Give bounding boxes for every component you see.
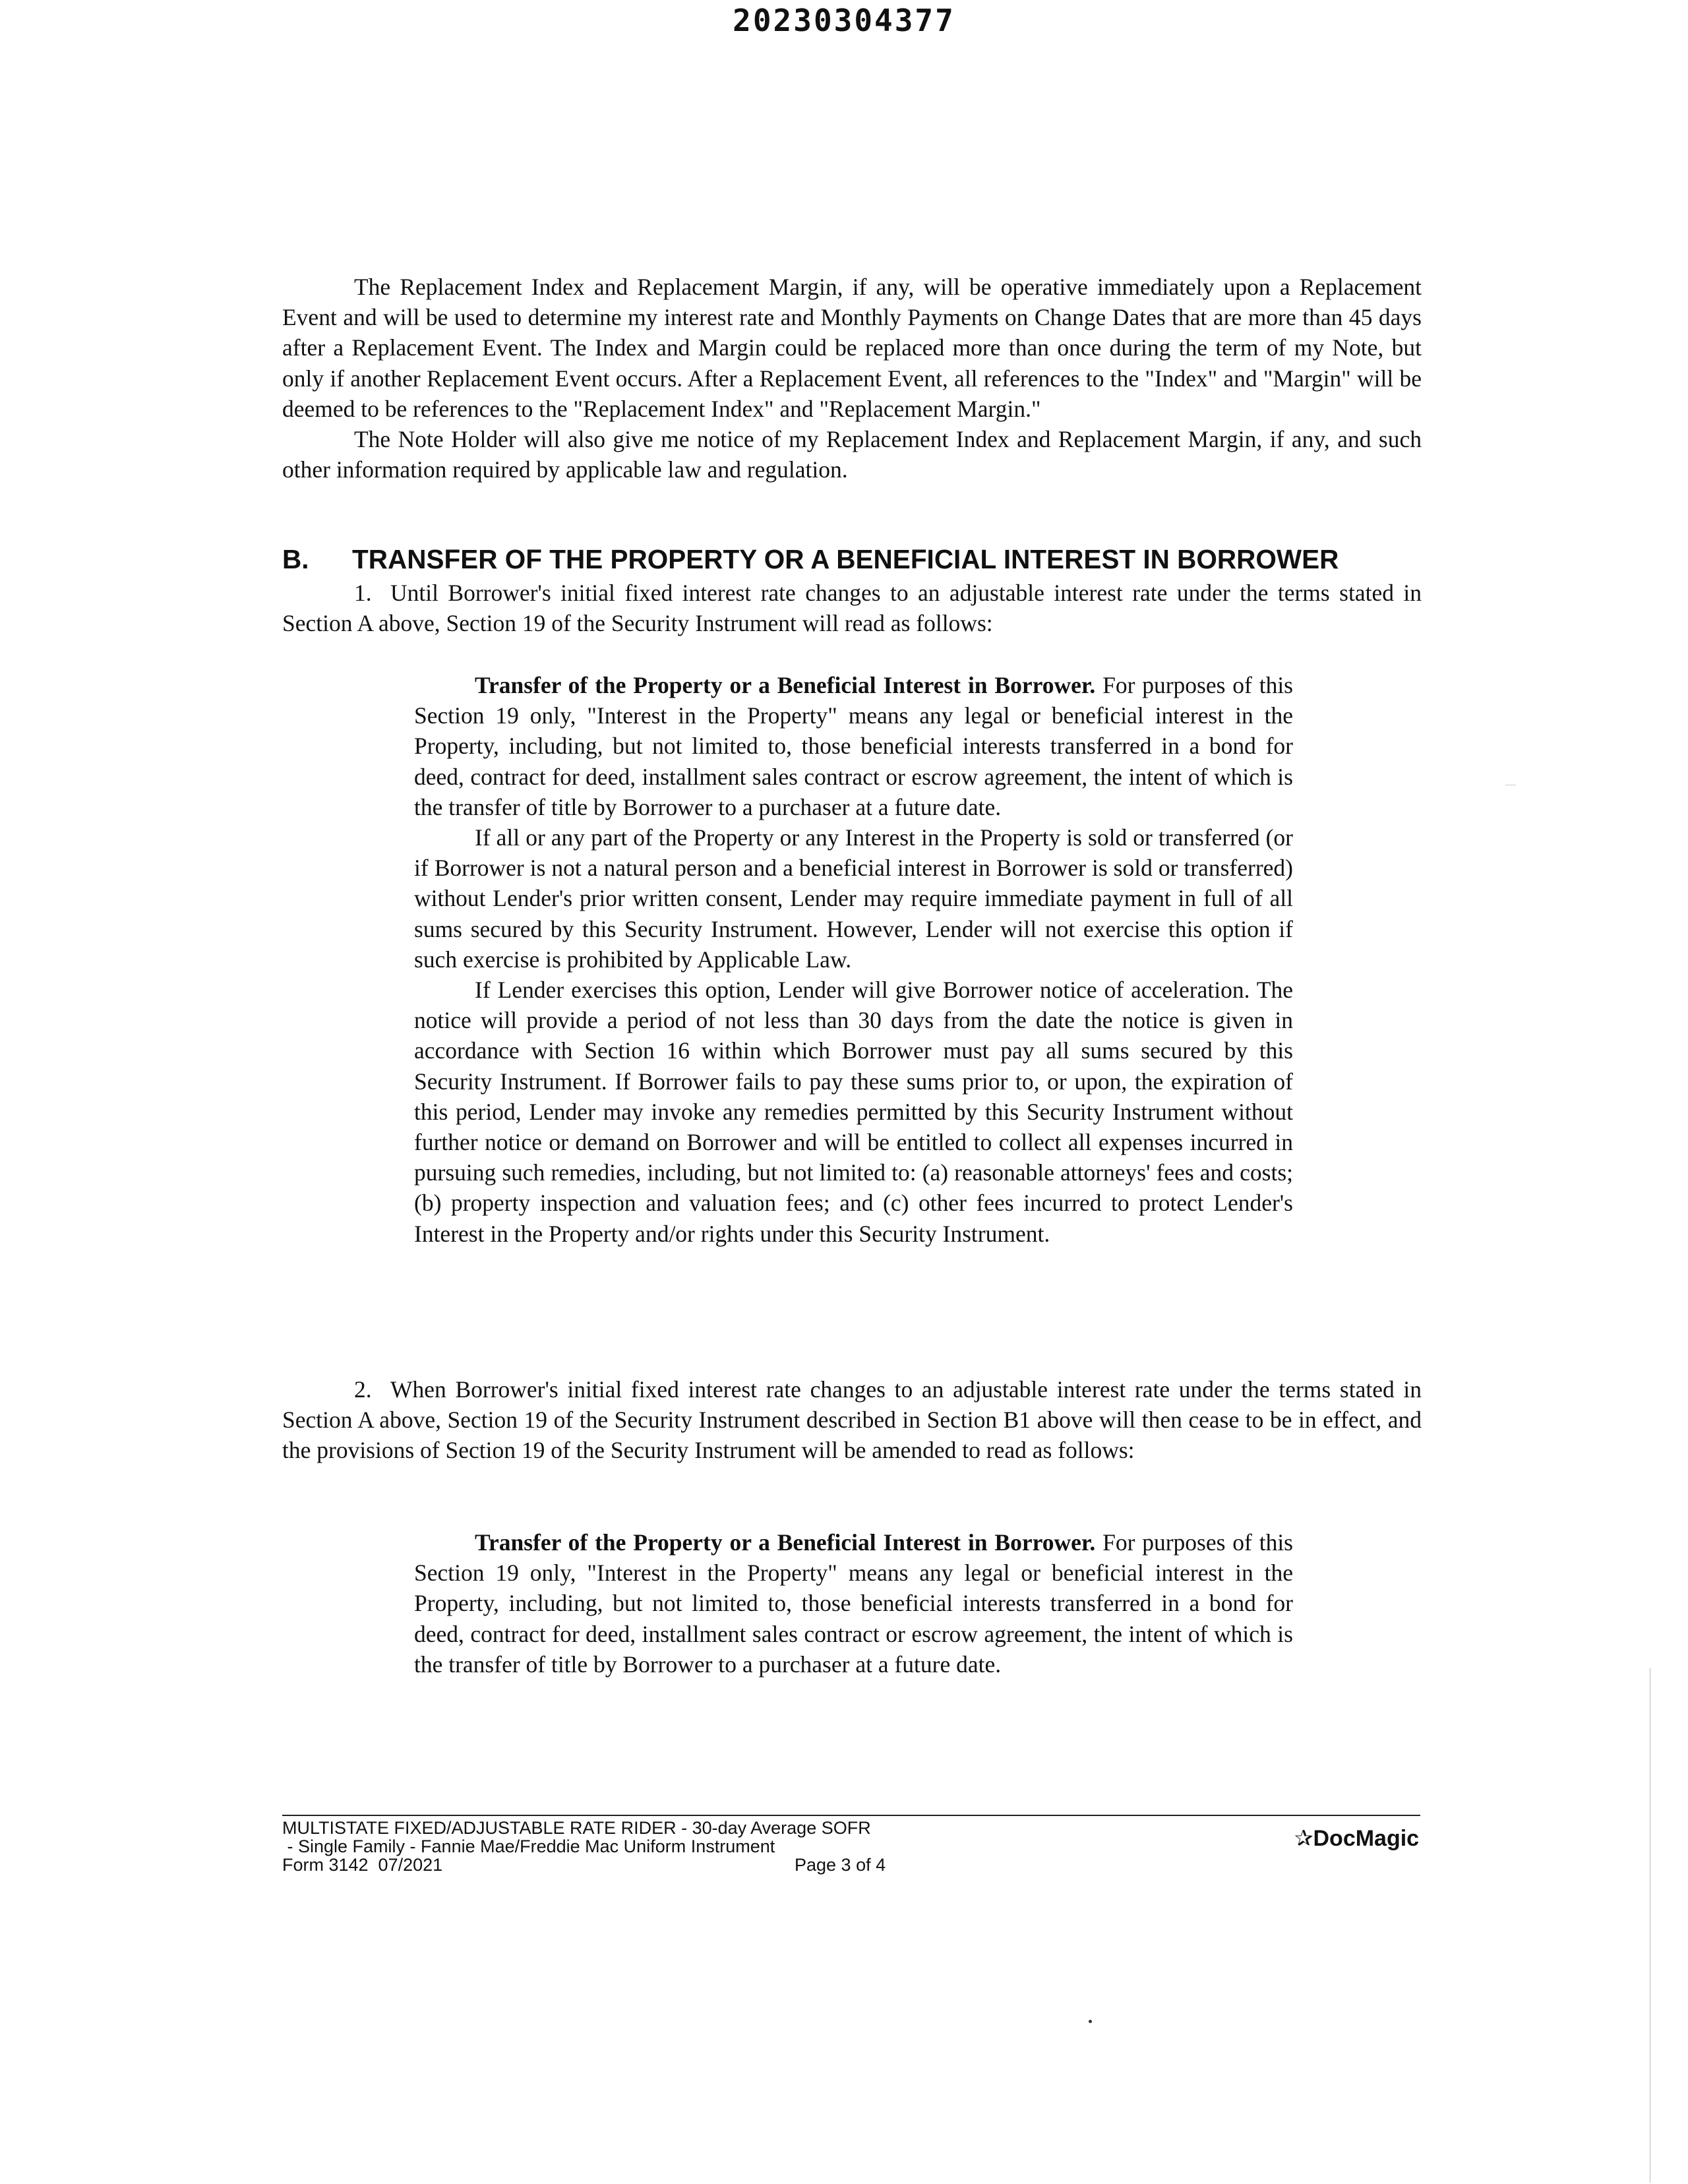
quote-1-paragraph-1: For purposes of this Section 19 only, "Interest in the Property" means any legal or beneficial interest in the Property, including, but not limited to, those beneficial interests transferred in a bond for deed, contract for deed, installment sales contract or escrow agreement, the intent of which is the transfer of title by Borrower to a purchaser at a future date. (414, 672, 1294, 820)
quote-1-heading: Transfer of the Property or a Beneficial Interest in Borrower. (475, 672, 1096, 698)
intro-paragraph-2: The Note Holder will also give me notice of my Replacement Index and Replacement Margin, if any, and such other information required by applicable law and regulation. (282, 426, 1422, 483)
item-2 (282, 1374, 1422, 1466)
footer-line-2: - Single Family - Fannie Mae/Freddie Mac Uniform Instrument (282, 1836, 775, 1856)
footer-form-info (282, 1818, 886, 1875)
quote-1-paragraph-3: If Lender exercises this option, Lender will give Borrower notice of acceleration. The notice will provide a period of not less than 30 days from the date the notice is given in accordance with Section 16 within which Borrower must pay all sums secured by this Security Instrument. If Borrower fails to pay these sums prior to, or upon, the expiration of this period, Lender may invoke any remedies permitted by this Security Instrument without further notice or demand on Borrower and will be entitled to collect all expenses incurred in pursuing such remedies, including, but not limited to: (a) reasonable attorneys' fees and costs; (b) property inspection and valuation fees; and (c) other fees incurred to protect Lender's Interest in the Property and/or rights under this Security Instrument. (414, 977, 1293, 1247)
footer-line-3: Form 3142 07/2021 (282, 1855, 443, 1875)
scan-artifact-dot (1089, 2020, 1092, 2023)
footer-line-1: MULTISTATE FIXED/ADJUSTABLE RATE RIDER - 30-day Average SOFR (282, 1818, 871, 1838)
item-2-text: When Borrower's initial fixed interest rate changes to an adjustable interest rate under the terms stated in Section A above, Section 19 of the Security Instrument described in Section B1 above will then cease to be in effect, and the provisions of Section 19 of the Security Instrument will be amended to read as follows: (282, 1376, 1422, 1464)
quote-1-paragraph-2: If all or any part of the Property or any Interest in the Property is sold or transferred (or if Borrower is not a natural person and a beneficial interest in Borrower is sold or transferred) without Lender's prior written consent, Lender may require immediate payment in full of all sums secured by this Security Instrument. However, Lender will not exercise this option if such exercise is prohibited by Applicable Law. (414, 824, 1293, 973)
quote-2-paragraph-1: For purposes of this Section 19 only, "Interest in the Property" means any legal or beneficial interest in the Property, including, but not limited to, those beneficial interests transferred in a bond for deed, contract for deed, installment sales contract or escrow agreement, the intent of which is the transfer of title by Borrower to a purchaser at a future date. (414, 1529, 1294, 1678)
item-1 (282, 578, 1422, 638)
section-letter: B. (282, 544, 309, 574)
section-b-heading (282, 542, 1423, 576)
quote-2-heading: Transfer of the Property or a Beneficial Interest in Borrower. (475, 1529, 1096, 1556)
brand-name: DocMagic (1313, 1826, 1420, 1851)
quoted-section-19-second (414, 1527, 1293, 1680)
section-title: TRANSFER OF THE PROPERTY OR A BENEFICIAL INTEREST IN BORROWER (352, 544, 1339, 574)
star-icon: ✰ (1294, 1826, 1313, 1851)
item-1-number: 1. (354, 580, 372, 606)
document-number: 20230304377 (733, 3, 955, 38)
item-1-text: Until Borrower's initial fixed interest rate changes to an adjustable interest rate under the terms stated in Section A above, Section 19 of the Security Instrument will read as follows: (282, 580, 1422, 637)
intro-section (282, 272, 1422, 485)
intro-paragraph-1: The Replacement Index and Replacement Margin, if any, will be operative immediately upon a Replacement Event and will be used to determine my interest rate and Monthly Payments on Change Dates that are more than 45 days after a Replacement Event. The Index and Margin could be replaced more than once during the term of my Note, but only if another Replacement Event occurs. After a Replacement Event, all references to the "Index" and "Margin" will be deemed to be references to the "Replacement Index" and "Replacement Margin." (282, 274, 1422, 422)
quoted-section-19-first (414, 670, 1293, 1249)
docmagic-logo (1294, 1825, 1419, 1852)
page-number: Page 3 of 4 (795, 1855, 886, 1875)
item-2-number: 2. (354, 1376, 372, 1403)
footer-divider (282, 1815, 1420, 1816)
